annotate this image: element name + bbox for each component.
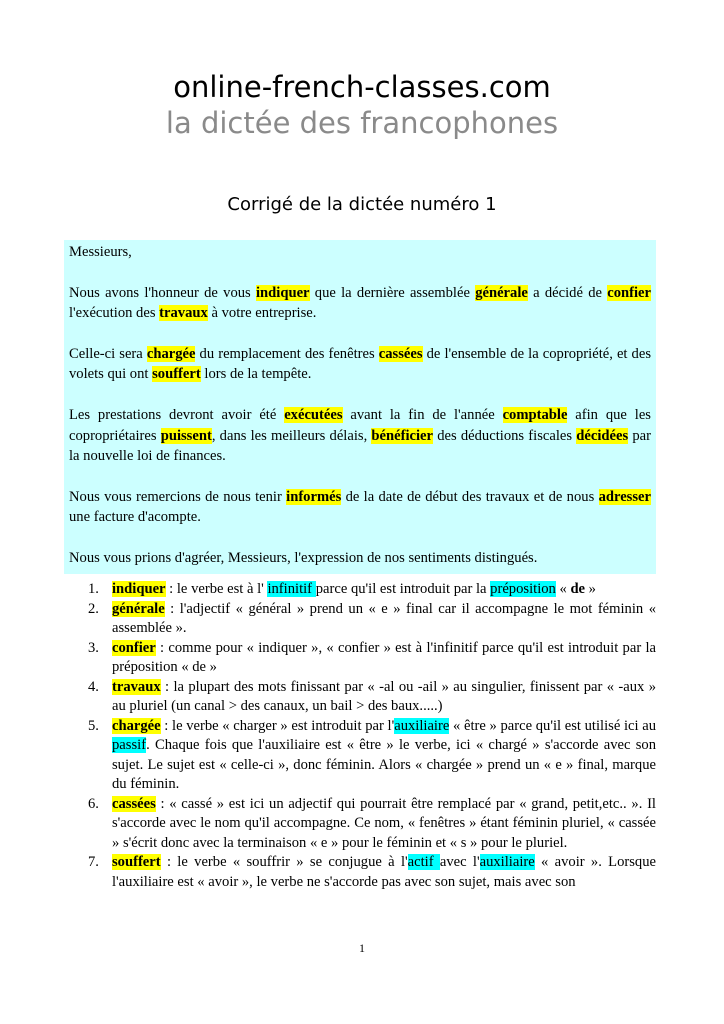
keyword: chargée <box>112 717 161 734</box>
correction-notes <box>88 580 657 892</box>
keyword: bénéficier <box>371 427 434 444</box>
grammar-term: actif <box>407 854 440 870</box>
letter-paragraph-1: Nous avons l'honneur de vous indiquer que la dernière assemblée générale a décidé de confier l'exécution des travaux à votre entreprise. <box>69 284 651 322</box>
letter-salutation: Messieurs, <box>69 244 132 260</box>
keyword: informés <box>286 488 342 505</box>
keyword: comptable <box>502 407 568 424</box>
page-number: 1 <box>359 941 365 955</box>
keyword: chargée <box>146 346 196 362</box>
site-name: online-french-classes.com <box>173 70 551 104</box>
note-item: 4. travaux : la plupart des mots finissant par « -al ou -ail » au singulier, finissent par « -aux » au pluriel (un canal > des canaux, un bail > des baux.....) <box>88 678 656 714</box>
keyword: travaux <box>159 305 208 322</box>
keyword: souffert <box>112 854 161 870</box>
grammar-term: auxiliaire <box>479 854 535 870</box>
note-item: 6. cassées : « cassé » est ici un adjectif qui pourrait être remplacé par « grand, petit,etc.. ». Il s'accorde avec le nom qu'il accompagne. Ce nom, « fenêtres » étant féminin pluriel, « cassée » s'écrit donc avec la terminaison « e » pour le féminin et « s » pour le pluriel. <box>88 795 656 851</box>
keyword: décidées <box>576 427 629 444</box>
keyword: cassées <box>378 346 423 362</box>
keyword: adresser <box>598 488 651 505</box>
letter-closing: Nous vous prions d'agréer, Messieurs, l'expression de nos sentiments distingués. <box>69 550 538 567</box>
grammar-term: auxiliaire <box>394 717 450 734</box>
letter-paragraph-3: Les prestations devront avoir été exécutées avant la fin de l'année comptable afin que les copropriétaires puissent, dans les meilleurs délais, bénéficier des déductions fiscales décidées par la nouvelle loi de finances. <box>69 407 651 465</box>
note-item: 1. indiquer : le verbe est à l' infinitif parce qu'il est introduit par la préposition « de » <box>88 581 596 597</box>
keyword: confier <box>607 284 651 301</box>
keyword: cassées <box>112 795 156 812</box>
keyword: indiquer <box>256 284 310 301</box>
grammar-term: passif <box>112 737 147 753</box>
grammar-term: infinitif <box>267 581 316 597</box>
keyword: puissent <box>160 427 212 444</box>
note-item: 7. souffert : le verbe « souffrir » se conjugue à l'actif avec l'auxiliaire « avoir ». Lorsque l'auxiliaire est « avoir », le verbe ne s'accorde pas avec son sujet, mais avec son <box>88 854 657 890</box>
keyword: exécutées <box>284 407 343 424</box>
keyword: confier <box>112 639 156 656</box>
keyword: souffert <box>152 366 201 383</box>
grammar-term: préposition <box>490 581 556 597</box>
letter-paragraph-4: Nous vous remercions de nous tenir informés de la date de début des travaux et de nous adresser une facture d'acompte. <box>69 488 651 526</box>
keyword: générale <box>475 284 528 301</box>
dictation-letter <box>64 240 656 574</box>
keyword: générale <box>112 600 165 617</box>
note-item: 2. générale : l'adjectif « général » prend un « e » final car il accompagne le mot féminin « assemblée ». <box>88 600 656 636</box>
note-item: 3. confier : comme pour « indiquer », « confier » est à l'infinitif parce qu'il est introduit par la préposition « de » <box>88 639 656 675</box>
note-item: 5. chargée : le verbe « charger » est introduit par l'auxiliaire « être » parce qu'il est utilisé ici au passif. Chaque fois que l'auxiliaire est « être » le verbe, ici « chargé » s'accorde avec son sujet. Le sujet est « celle-ci », donc féminin. Alors « chargée » prend un « e » final, marque du féminin. <box>88 717 656 792</box>
keyword: travaux <box>112 678 161 695</box>
letter-paragraph-2: Celle-ci sera chargée du remplacement des fenêtres cassées de l'ensemble de la copropriété, et des volets qui ont souffert lors de la tempête. <box>69 346 652 383</box>
document-title: Corrigé de la dictée numéro 1 <box>227 194 497 215</box>
site-subtitle: la dictée des francophones <box>165 106 559 140</box>
keyword: indiquer <box>112 581 166 597</box>
